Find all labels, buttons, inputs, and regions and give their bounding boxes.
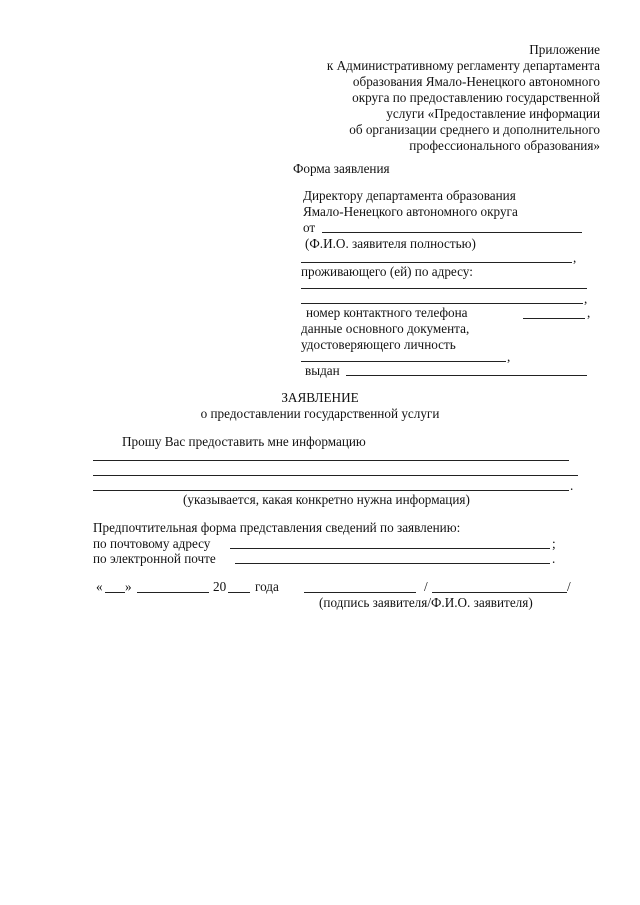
info-field-3[interactable]	[93, 490, 569, 491]
addressee-line-2: Ямало-Ненецкого автономного округа	[303, 204, 518, 219]
fio-signature-field[interactable]	[432, 592, 567, 593]
appendix-line: образования Ямало-Ненецкого автономного	[352, 74, 600, 89]
year-prefix: 20	[213, 579, 227, 594]
appendix-line: к Административному регламенту департамента	[326, 58, 600, 73]
comma: ,	[573, 250, 577, 265]
signature-hint: (подпись заявителя/Ф.И.О. заявителя)	[319, 595, 533, 610]
statement-subtitle: о предоставлении государственной услуги	[200, 406, 440, 421]
comma: ,	[584, 291, 588, 306]
info-hint: (указывается, какая конкретно нужна информация)	[183, 492, 470, 507]
month-field[interactable]	[137, 592, 209, 593]
issued-field[interactable]	[346, 375, 587, 376]
appendix-line: Приложение	[529, 42, 600, 57]
comma: ,	[587, 305, 591, 320]
delivery-heading: Предпочтительная форма представления сведений по заявлению:	[93, 520, 461, 535]
issued-label: выдан	[305, 363, 340, 378]
year-word: года	[255, 579, 279, 594]
address-field-1[interactable]	[301, 288, 587, 289]
appendix-line: услуги «Предоставление информации	[386, 106, 600, 121]
postal-label: по почтовому адресу	[93, 536, 211, 551]
period: .	[552, 551, 556, 566]
slash: /	[567, 579, 571, 594]
request-text: Прошу Вас предоставить мне информацию	[122, 434, 366, 449]
addressee-line-1: Директору департамента образования	[303, 188, 516, 203]
signature-field[interactable]	[304, 592, 416, 593]
phone-field[interactable]	[523, 318, 585, 319]
slash: /	[424, 579, 428, 594]
form-title: Форма заявления	[293, 161, 390, 176]
fio-hint: (Ф.И.О. заявителя полностью)	[305, 236, 476, 251]
address-field-2[interactable]	[301, 303, 583, 304]
address-label: проживающего (ей) по адресу:	[301, 264, 473, 279]
comma: ,	[507, 349, 511, 364]
document-field[interactable]	[301, 361, 506, 362]
fio-continuation-field[interactable]	[301, 262, 572, 263]
from-label: от	[303, 220, 316, 235]
info-field-2[interactable]	[93, 475, 578, 476]
quote-close: »	[125, 579, 132, 594]
document-label-1: данные основного документа,	[301, 321, 470, 336]
day-field[interactable]	[105, 592, 125, 593]
semicolon: ;	[552, 536, 556, 551]
document-label-2: удостоверяющего личность	[301, 337, 456, 352]
postal-address-field[interactable]	[230, 548, 550, 549]
statement-title: ЗАЯВЛЕНИЕ	[281, 390, 359, 405]
period: .	[570, 478, 574, 493]
from-name-field[interactable]	[322, 232, 582, 233]
email-label: по электронной почте	[93, 551, 216, 566]
year-field[interactable]	[228, 592, 250, 593]
appendix-line: об организации среднего и дополнительного	[349, 122, 600, 137]
email-field[interactable]	[235, 563, 550, 564]
phone-label: номер контактного телефона	[306, 305, 468, 320]
info-field-1[interactable]	[93, 460, 569, 461]
quote-open: «	[96, 579, 103, 594]
appendix-line: профессионального образования»	[409, 138, 600, 153]
appendix-line: округа по предоставлению государственной	[352, 90, 600, 105]
